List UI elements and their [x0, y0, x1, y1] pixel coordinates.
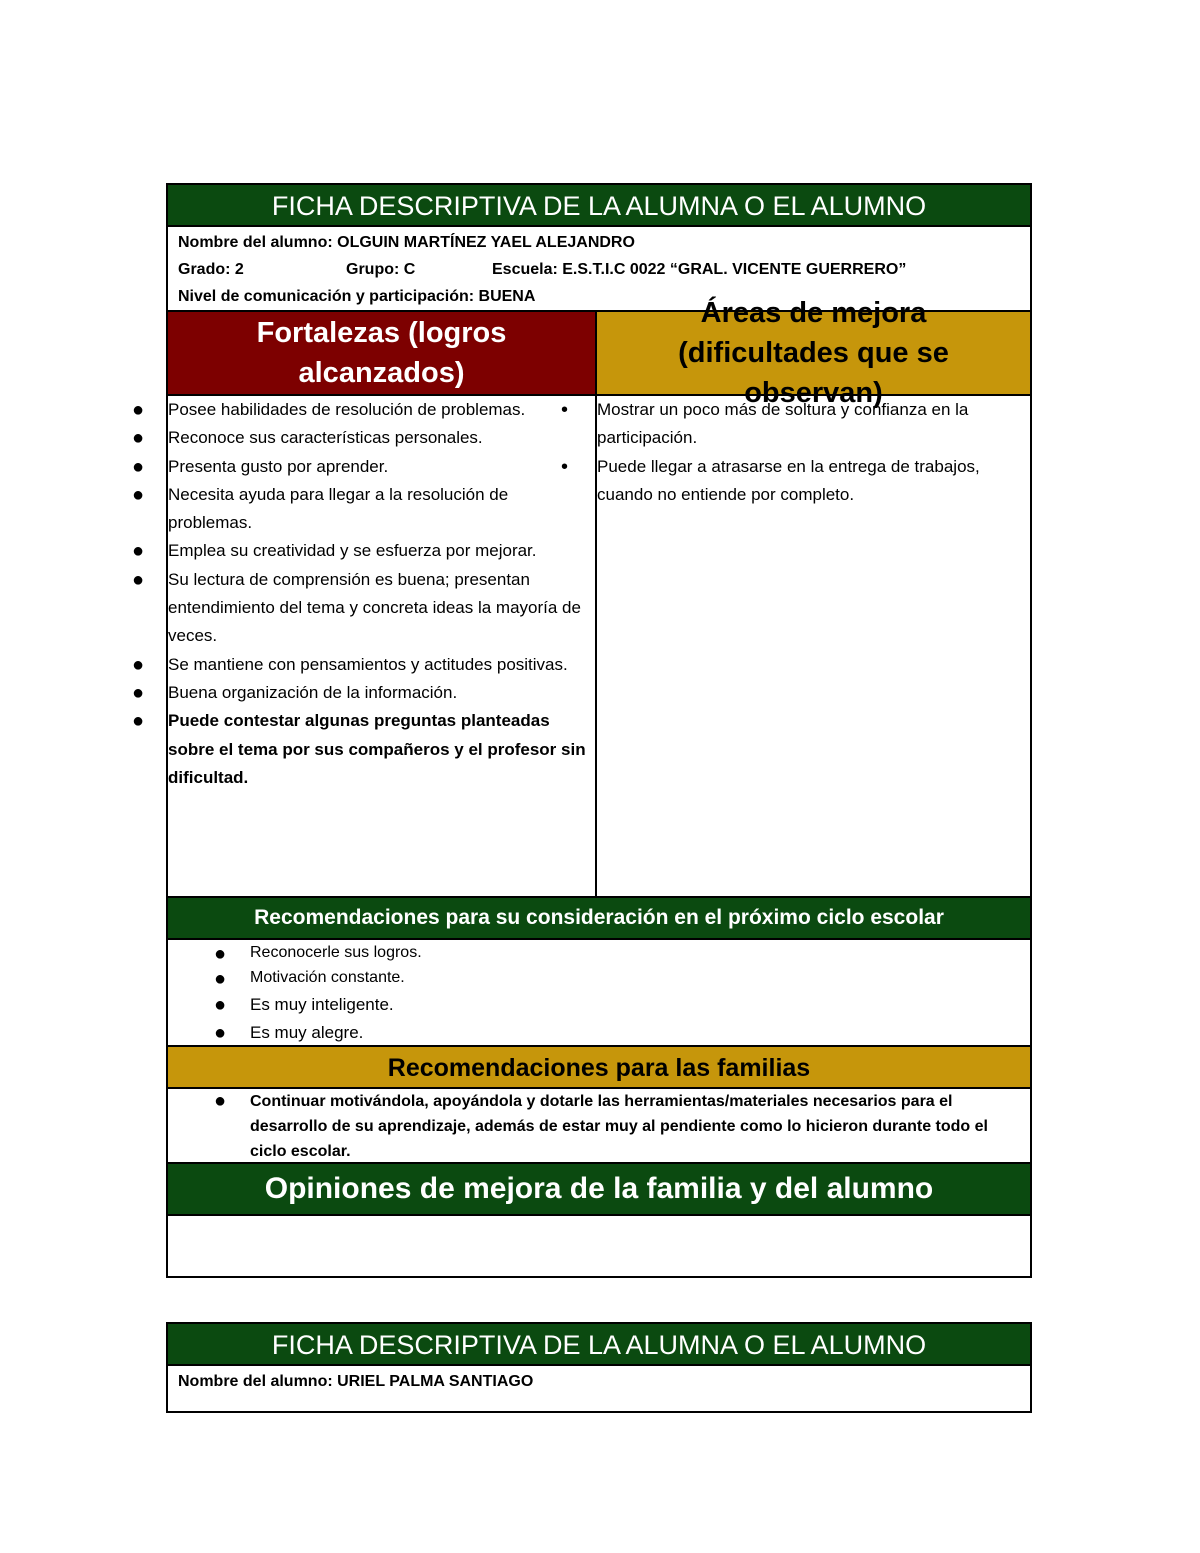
list-item: ● Reconoce sus características personales.	[168, 424, 595, 452]
card-title: FICHA DESCRIPTIVA DE LA ALUMNA O EL ALUMNO	[168, 1324, 1030, 1366]
list-item: • Mostrar un poco más de soltura y confianza en la participación.	[597, 396, 1030, 453]
list-item: • Puede llegar a atrasarse en la entrega de trabajos, cuando no entiende por completo.	[597, 453, 1030, 510]
recommendations-body	[168, 940, 1030, 1047]
bullet-icon: ●	[132, 483, 145, 506]
bullet-icon: ●	[214, 1022, 227, 1045]
improvement-heading: Áreas de mejora (dificultades que se observan)	[597, 312, 1030, 396]
improvement-column	[561, 297, 1030, 896]
families-body	[168, 1089, 1030, 1164]
bullet-icon: ●	[132, 540, 145, 563]
ficha-card-1	[132, 183, 1032, 1278]
list-item: ● Motivación constante.	[250, 965, 1022, 991]
list-item: ● Necesita ayuda para llegar a la resolución de problemas.	[168, 481, 595, 538]
recommendations-list	[214, 940, 1022, 1048]
two-columns	[132, 297, 1030, 898]
list-item: ● Se mantiene con pensamientos y actitudes positivas.	[168, 651, 595, 679]
bullet-icon: ●	[132, 427, 145, 450]
list-item: ● Es muy inteligente.	[250, 991, 1022, 1019]
strengths-list	[132, 396, 595, 707]
communication-level: Nivel de comunicación y participación: BUENA	[178, 288, 536, 305]
list-item: ● Es muy alegre.	[250, 1019, 1022, 1047]
strengths-list-bold	[132, 707, 595, 792]
bullet-icon: ●	[214, 943, 227, 965]
strengths-heading: Fortalezas (logros alcanzados)	[168, 312, 595, 396]
grade: Grado: 2	[178, 261, 244, 278]
improvement-list	[561, 396, 1030, 509]
student-name: Nombre del alumno: OLGUIN MARTÍNEZ YAEL ALEJANDRO	[178, 234, 635, 251]
bullet-icon: ●	[132, 710, 145, 733]
bullet-icon: ●	[132, 568, 145, 591]
list-item: ● Reconocerle sus logros.	[250, 940, 1022, 965]
bullet-icon: ●	[132, 681, 145, 704]
families-heading: Recomendaciones para las familias	[168, 1047, 1030, 1089]
student-name: Nombre del alumno: URIEL PALMA SANTIAGO	[178, 1373, 534, 1390]
group: Grupo: C	[346, 261, 416, 278]
bullet-icon: •	[561, 455, 569, 478]
ficha-card-2	[166, 1322, 1032, 1413]
list-item: ● Buena organización de la información.	[168, 679, 595, 707]
families-list	[214, 1089, 1022, 1164]
bullet-icon: ●	[214, 994, 227, 1016]
strengths-column	[132, 312, 597, 896]
list-item: ● Emplea su creatividad y se esfuerza por mejorar.	[168, 537, 595, 565]
list-item: ● Continuar motivándola, apoyándola y dotarle las herramientas/materiales necesarios para el desarrollo de su aprendizaje, además de estar muy al pendiente como lo hicieron durante todo el ciclo escolar.	[214, 1090, 988, 1160]
bullet-icon: ●	[132, 455, 145, 478]
list-item: ● Puede contestar algunas preguntas planteadas sobre el tema por sus compañeros y el profesor sin dificultad.	[168, 707, 595, 792]
bullet-icon: ●	[214, 968, 227, 990]
bullet-icon: ●	[132, 399, 145, 421]
card-title: FICHA DESCRIPTIVA DE LA ALUMNA O EL ALUMNO	[168, 185, 1030, 227]
school: Escuela: E.S.T.I.C 0022 “GRAL. VICENTE GUERRERO”	[492, 261, 907, 278]
list-item: ● Presenta gusto por aprender.	[168, 453, 595, 481]
list-item: ● Posee habilidades de resolución de problemas.	[168, 396, 595, 424]
bullet-icon: ●	[214, 1090, 227, 1112]
bullet-icon: •	[561, 399, 569, 421]
student-info	[168, 1366, 1030, 1395]
bullet-icon: ●	[132, 653, 145, 676]
opinions-heading: Opiniones de mejora de la familia y del alumno	[168, 1164, 1030, 1216]
list-item: ● Su lectura de comprensión es buena; presentan entendimiento del tema y concreta ideas la mayoría de veces.	[168, 566, 595, 651]
recommendations-heading: Recomendaciones para su consideración en el próximo ciclo escolar	[168, 898, 1030, 940]
